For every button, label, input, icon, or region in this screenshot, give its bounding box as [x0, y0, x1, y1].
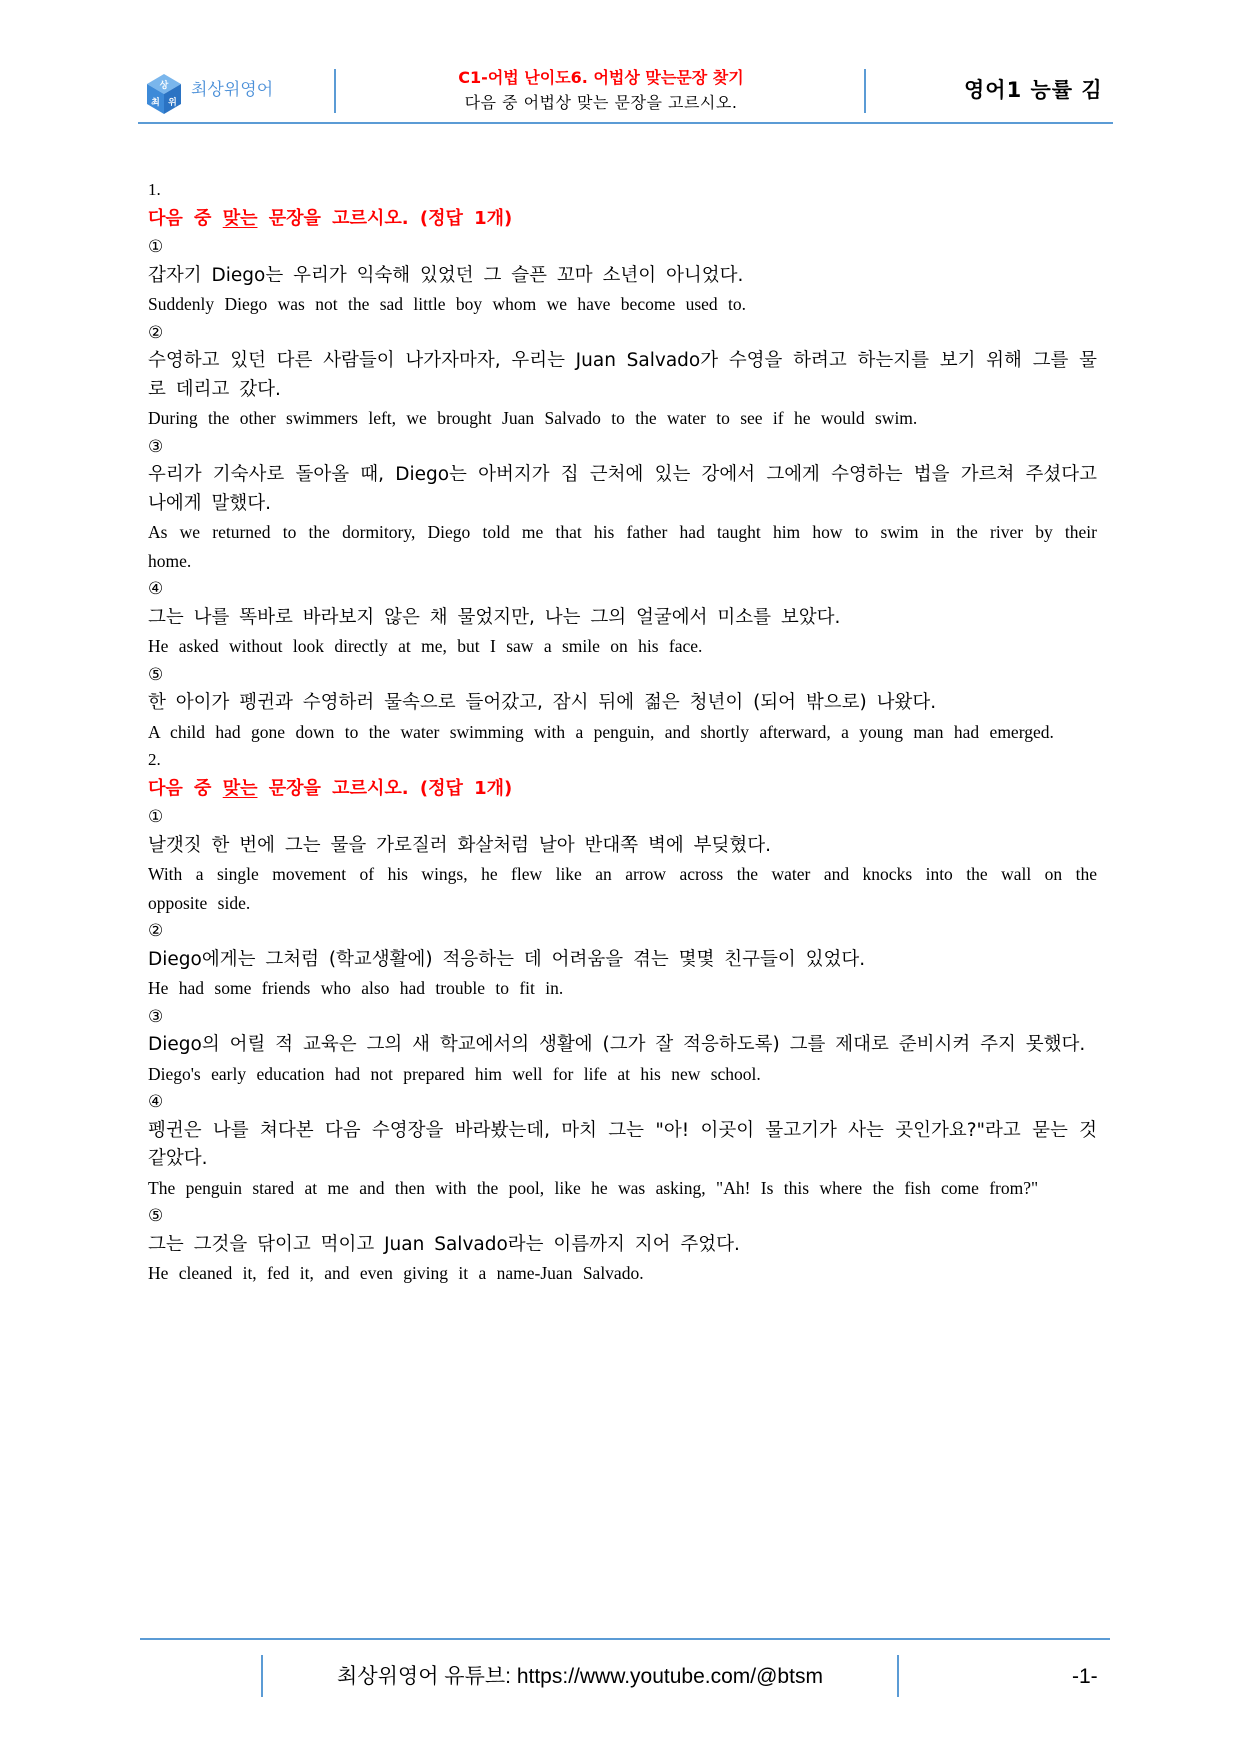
footer-youtube-text: 최상위영어 유튜브: https://www.youtube.com/@btsm [337, 1665, 823, 1688]
option-4 [148, 1088, 1097, 1202]
option-3 [148, 433, 1097, 576]
question-instruction [148, 205, 1097, 234]
question-number: 1. [148, 180, 161, 199]
logo-char-right: 위 [168, 98, 177, 108]
logo-char-left: 최 [151, 98, 160, 108]
brand-name: 최상위영어 [191, 80, 274, 100]
header-course-label: 영어1 능률 김 [964, 78, 1103, 102]
option-english: He asked without look directly at me, but I saw a smile on his face. [148, 636, 703, 656]
option-korean: 펭귄은 나를 쳐다본 다음 수영장을 바라봤는데, 마치 그는 "아! 이곳이 물고기가 사는 곳인가요?"라고 묻는 것 같았다. [148, 1119, 1097, 1169]
header-rule [138, 122, 1113, 124]
header-divider-right [864, 69, 866, 113]
instruction-text-after: 문장을 고르시오. (정답 1개) [257, 207, 513, 229]
question-1 [148, 176, 1097, 746]
option-english: He cleaned it, fed it, and even giving it a name-Juan Salvado. [148, 1263, 644, 1283]
question-2 [148, 746, 1097, 1288]
option-english: Diego's early education had not prepared him well for life at his new school. [148, 1063, 761, 1084]
option-marker: ④ [148, 579, 164, 599]
instruction-text-before: 다음 중 [148, 777, 223, 799]
option-marker: ② [148, 322, 164, 343]
option-english: Suddenly Diego was not the sad little boy whom we have become used to. [148, 294, 747, 314]
option-english: With a single movement of his wings, he flew like an arrow across the water and knocks into the wall on the opposite side. [148, 864, 1097, 913]
option-korean: 날갯짓 한 번에 그는 물을 가로질러 화살처럼 날아 반대쪽 벽에 부딪혔다. [148, 834, 771, 856]
option-marker: ① [148, 807, 164, 827]
option-english: The penguin stared at me and then with the pool, like he was asking, "Ah! Is this where the fish come from?" [148, 1177, 1039, 1198]
header-center [336, 66, 866, 116]
question-number: 2. [148, 750, 161, 769]
question-instruction [148, 775, 1097, 804]
option-english: He had some friends who also had trouble to fit in. [148, 978, 564, 998]
option-marker: ③ [148, 1006, 164, 1027]
page-number: -1- [1072, 1665, 1098, 1688]
option-korean: 그는 그것을 닦이고 먹이고 Juan Salvado라는 이름까지 지어 주었다. [148, 1233, 740, 1255]
option-korean: 수영하고 있던 다른 사람들이 나가자마자, 우리는 Juan Salvado가 수영을 하려고 하는지를 보기 위해 그를 물로 데리고 갔다. [148, 350, 1097, 400]
header-subtitle: 다음 중 어법상 맞는 문장을 고르시오. [464, 93, 738, 112]
option-1 [148, 803, 1097, 917]
logo-char-top: 상 [159, 81, 169, 91]
option-1 [148, 233, 1097, 319]
option-english: During the other swimmers left, we brought Juan Salvado to the water to see if he would swim. [148, 408, 918, 428]
option-english: A child had gone down to the water swimming with a penguin, and shortly afterward, a young man had emerged. [148, 721, 1054, 742]
option-3 [148, 1003, 1097, 1089]
instruction-text-after: 문장을 고르시오. (정답 1개) [257, 777, 513, 799]
option-5 [148, 661, 1097, 747]
option-korean: 우리가 기숙사로 돌아올 때, Diego는 아버지가 집 근처에 있는 강에서 그에게 수영하는 법을 가르쳐 주셨다고 나에게 말했다. [148, 464, 1097, 514]
option-korean: 한 아이가 펭귄과 수영하러 물속으로 들어갔고, 잠시 뒤에 젊은 청년이 (되어 밖으로) 나왔다. [148, 692, 937, 713]
option-korean: 그는 나를 똑바로 바라보지 않은 채 물었지만, 나는 그의 얼굴에서 미소를 보았다. [148, 606, 841, 628]
option-5 [148, 1202, 1097, 1288]
cube-logo-icon [145, 73, 183, 115]
footer-divider-right [897, 1655, 899, 1697]
instruction-underlined-word: 맞는 [222, 207, 258, 229]
option-korean: 갑자기 Diego는 우리가 익숙해 있었던 그 슬픈 꼬마 소년이 아니었다. [148, 264, 744, 286]
option-2 [148, 319, 1097, 433]
option-4 [148, 575, 1097, 661]
option-korean: Diego의 어릴 적 교육은 그의 새 학교에서의 생활에 (그가 잘 적응하도록) 그를 제대로 준비시켜 주지 못했다. [148, 1034, 1086, 1055]
option-marker: ① [148, 237, 164, 257]
option-marker: ③ [148, 436, 164, 457]
option-english: As we returned to the dormitory, Diego told me that his father had taught him how to swim in the river by their home. [148, 522, 1097, 571]
option-korean: Diego에게는 그처럼 (학교생활에) 적응하는 데 어려움을 겪는 몇몇 친구들이 있었다. [148, 948, 866, 970]
instruction-text-before: 다음 중 [148, 207, 223, 229]
header-title: C1-어법 난이도6. 어법상 맞는문장 찾기 [458, 68, 744, 87]
option-marker: ② [148, 921, 164, 941]
option-marker: ④ [148, 1092, 164, 1112]
option-marker: ⑤ [148, 1206, 164, 1226]
option-2 [148, 917, 1097, 1003]
instruction-underlined-word: 맞는 [222, 777, 258, 799]
footer-rule [140, 1638, 1110, 1640]
option-marker: ⑤ [148, 664, 164, 685]
worksheet-body [148, 176, 1097, 1288]
